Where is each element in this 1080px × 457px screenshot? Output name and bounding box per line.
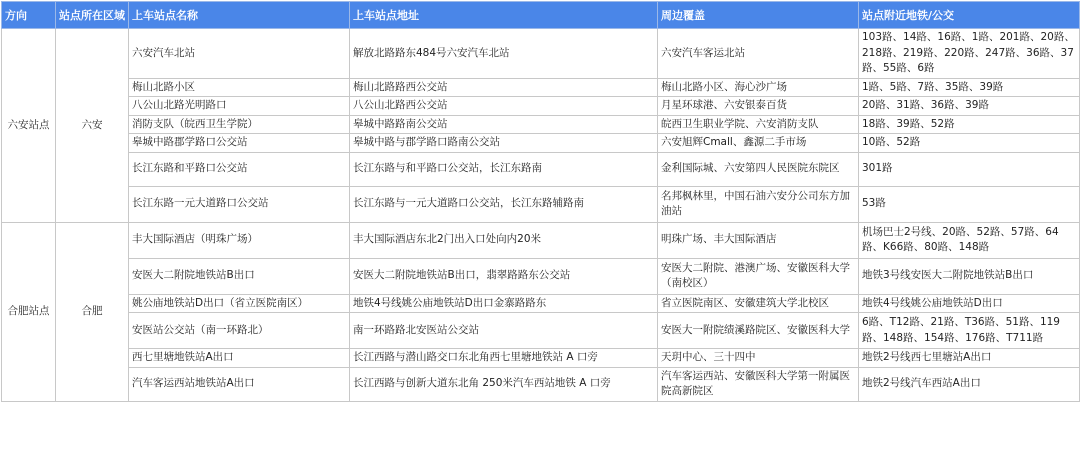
transit-cell: 地铁3号线安医大二附院地铁站B出口 xyxy=(859,258,1080,294)
coverage-cell: 天玥中心、三十四中 xyxy=(658,349,859,368)
table-row xyxy=(2,78,1080,97)
coverage-cell: 月星环球港、六安银泰百货 xyxy=(658,97,859,116)
station-name-cell: 西七里塘地铁站A出口 xyxy=(129,349,350,368)
transit-cell: 机场巴士2号线、20路、52路、57路、64路、K66路、80路、148路 xyxy=(859,222,1080,258)
station-address-cell: 梅山北路路西公交站 xyxy=(350,78,658,97)
coverage-cell: 六安旭辉Cmall、鑫源二手市场 xyxy=(658,134,859,153)
transit-cell: 53路 xyxy=(859,186,1080,222)
table-row xyxy=(2,294,1080,313)
station-address-cell: 丰大国际酒店东北2门出入口处向内20米 xyxy=(350,222,658,258)
station-address-cell: 八公山北路西公交站 xyxy=(350,97,658,116)
station-name-cell: 六安汽车北站 xyxy=(129,29,350,79)
table-row xyxy=(2,222,1080,258)
table-row xyxy=(2,313,1080,349)
direction-cell: 合肥站点 xyxy=(2,222,56,401)
coverage-cell: 省立医院南区、安徽建筑大学北校区 xyxy=(658,294,859,313)
coverage-cell: 皖西卫生职业学院、六安消防支队 xyxy=(658,115,859,134)
station-name-cell: 皋城中路郡学路口公交站 xyxy=(129,134,350,153)
header-transit: 站点附近地铁/公交 xyxy=(859,2,1080,29)
transit-cell: 地铁2号线汽车西站A出口 xyxy=(859,367,1080,401)
station-address-cell: 长江西路与创新大道东北角 250米汽车西站地铁 A 口旁 xyxy=(350,367,658,401)
station-name-cell: 丰大国际酒店（明珠广场） xyxy=(129,222,350,258)
header-row xyxy=(2,2,1080,29)
table-row xyxy=(2,186,1080,222)
area-cell: 六安 xyxy=(56,29,129,223)
table-row xyxy=(2,29,1080,79)
station-name-cell: 安医站公交站（南一环路北） xyxy=(129,313,350,349)
station-name-cell: 消防支队（皖西卫生学院） xyxy=(129,115,350,134)
coverage-cell: 汽车客运西站、安徽医科大学第一附属医院高新院区 xyxy=(658,367,859,401)
coverage-cell: 明珠广场、丰大国际酒店 xyxy=(658,222,859,258)
transit-cell: 10路、52路 xyxy=(859,134,1080,153)
area-cell: 合肥 xyxy=(56,222,129,401)
header-station-name: 上车站点名称 xyxy=(129,2,350,29)
table-row xyxy=(2,349,1080,368)
transit-cell: 地铁2号线西七里塘站A出口 xyxy=(859,349,1080,368)
coverage-cell: 名邦枫林里，中国石油六安分公司东方加油站 xyxy=(658,186,859,222)
station-name-cell: 汽车客运西站地铁站A出口 xyxy=(129,367,350,401)
station-address-cell: 皋城中路路南公交站 xyxy=(350,115,658,134)
station-address-cell: 长江西路与潜山路交口东北角西七里塘地铁站 A 口旁 xyxy=(350,349,658,368)
table-row xyxy=(2,134,1080,153)
table-row xyxy=(2,115,1080,134)
coverage-cell: 安医大二附院、港澳广场、安徽医科大学（南校区） xyxy=(658,258,859,294)
transit-cell: 1路、5路、7路、35路、39路 xyxy=(859,78,1080,97)
transit-cell: 地铁4号线姚公庙地铁站D出口 xyxy=(859,294,1080,313)
table-row xyxy=(2,258,1080,294)
station-address-cell: 长江东路与和平路口公交站，长江东路南 xyxy=(350,152,658,186)
table-row xyxy=(2,97,1080,116)
header-direction: 方向 xyxy=(2,2,56,29)
transit-cell: 103路、14路、16路、1路、201路、20路、218路、219路、220路、247路、36路、37路、55路、6路 xyxy=(859,29,1080,79)
station-address-cell: 皋城中路与郡学路口路南公交站 xyxy=(350,134,658,153)
station-name-cell: 梅山北路小区 xyxy=(129,78,350,97)
table-row xyxy=(2,152,1080,186)
station-name-cell: 安医大二附院地铁站B出口 xyxy=(129,258,350,294)
transit-cell: 20路、31路、36路、39路 xyxy=(859,97,1080,116)
direction-cell: 六安站点 xyxy=(2,29,56,223)
station-address-cell: 地铁4号线姚公庙地铁站D出口金寨路路东 xyxy=(350,294,658,313)
transit-cell: 6路、T12路、21路、T36路、51路、119路、148路、154路、176路、T711路 xyxy=(859,313,1080,349)
station-address-cell: 长江东路与一元大道路口公交站，长江东路辅路南 xyxy=(350,186,658,222)
header-station-address: 上车站点地址 xyxy=(350,2,658,29)
coverage-cell: 安医大一附院绩溪路院区、安徽医科大学 xyxy=(658,313,859,349)
station-address-cell: 安医大二附院地铁站B出口，翡翠路路东公交站 xyxy=(350,258,658,294)
transit-cell: 301路 xyxy=(859,152,1080,186)
transit-cell: 18路、39路、52路 xyxy=(859,115,1080,134)
station-name-cell: 姚公庙地铁站D出口（省立医院南区） xyxy=(129,294,350,313)
coverage-cell: 金利国际城、六安第四人民医院东院区 xyxy=(658,152,859,186)
station-name-cell: 长江东路和平路口公交站 xyxy=(129,152,350,186)
coverage-cell: 梅山北路小区、海心沙广场 xyxy=(658,78,859,97)
station-name-cell: 八公山北路光明路口 xyxy=(129,97,350,116)
table-row xyxy=(2,367,1080,401)
header-coverage: 周边覆盖 xyxy=(658,2,859,29)
station-table xyxy=(1,1,1080,402)
station-name-cell: 长江东路一元大道路口公交站 xyxy=(129,186,350,222)
header-area: 站点所在区域 xyxy=(56,2,129,29)
coverage-cell: 六安汽车客运北站 xyxy=(658,29,859,79)
station-address-cell: 南一环路路北安医站公交站 xyxy=(350,313,658,349)
station-address-cell: 解放北路路东484号六安汽车北站 xyxy=(350,29,658,79)
